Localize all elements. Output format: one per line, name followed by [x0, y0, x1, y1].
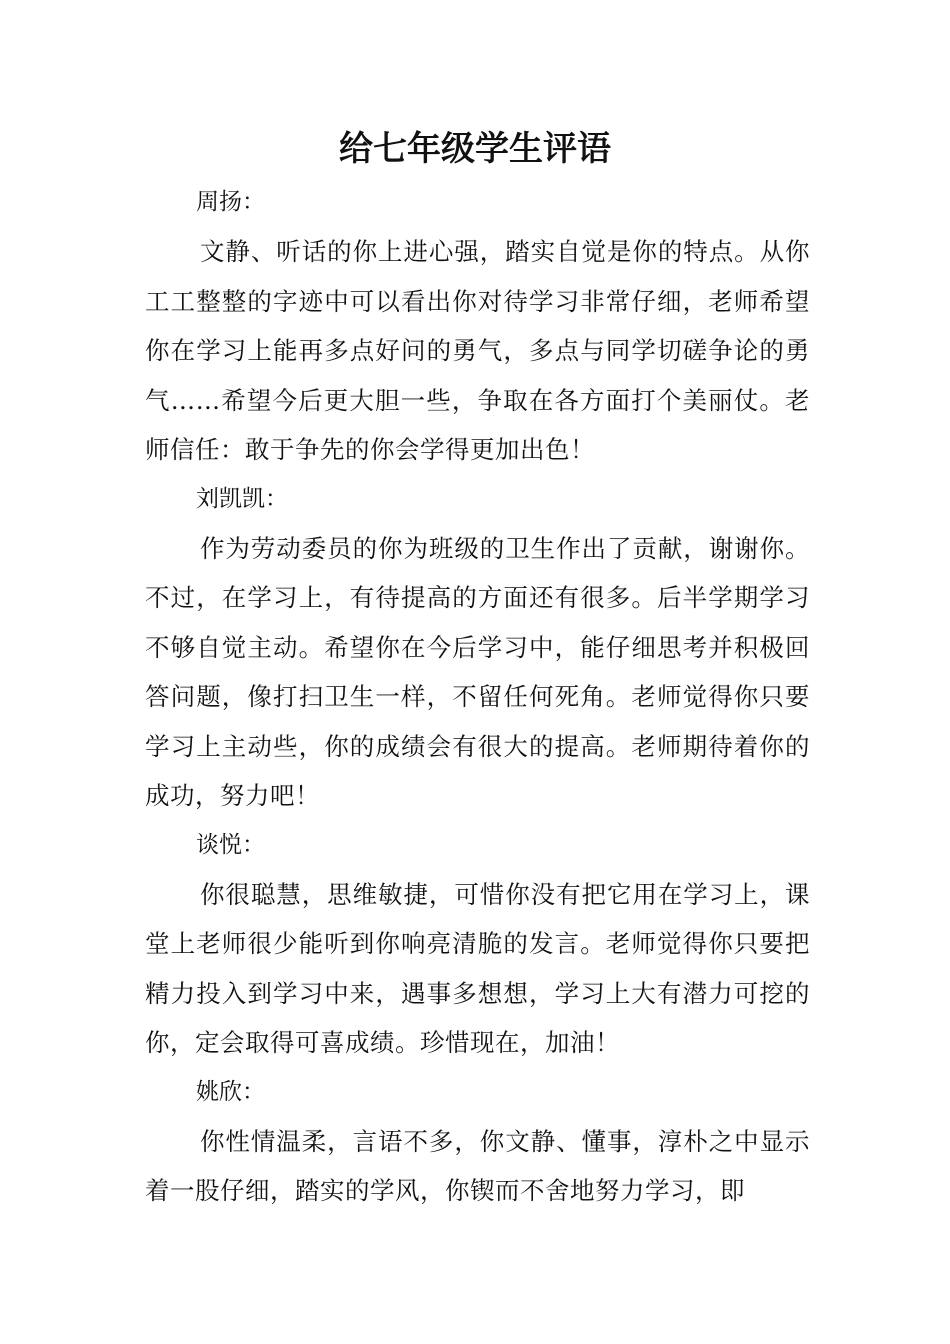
teacher-comment: 你性情温柔，言语不多，你文静、懂事，淳朴之中显示着一股仔细，踏实的学风，你锲而不舍地努力学习，即: [145, 1126, 810, 1205]
student-name: 姚欣：: [196, 1078, 265, 1105]
student-name: 谈悦：: [196, 831, 265, 858]
document-title: 给七年级学生评语: [339, 129, 611, 169]
document-body: [145, 178, 810, 1216]
teacher-comment: 文静、听话的你上进心强，踏实自觉是你的特点。从你工工整整的字迹中可以看出你对待学习非常仔细，老师希望你在学习上能再多点好问的勇气，多点与同学切磋争论的勇气……希望今后更大胆一些，争取在各方面打个美丽仗。老师信任：敢于争先的你会学得更加出色！: [145, 237, 810, 464]
teacher-comment: 作为劳动委员的你为班级的卫生作出了贡献，谢谢你。不过，在学习上，有待提高的方面还有很多。后半学期学习不够自觉主动。希望你在今后学习中，能仔细思考并积极回答问题，像打扫卫生一样，不留任何死角。老师觉得你只要学习上主动些，你的成绩会有很大的提高。老师期待着你的成功，努力吧！: [145, 533, 810, 810]
student-name: 周扬：: [196, 189, 265, 215]
teacher-comment: 你很聪慧，思维敏捷，可惜你没有把它用在学习上，课堂上老师很少能听到你响亮清脆的发言。老师觉得你只要把精力投入到学习中来，遇事多想想，学习上大有潜力可挖的你，定会取得可喜成绩。珍惜现在，加油！: [145, 879, 810, 1057]
student-name: 刘凯凯：: [196, 485, 288, 512]
